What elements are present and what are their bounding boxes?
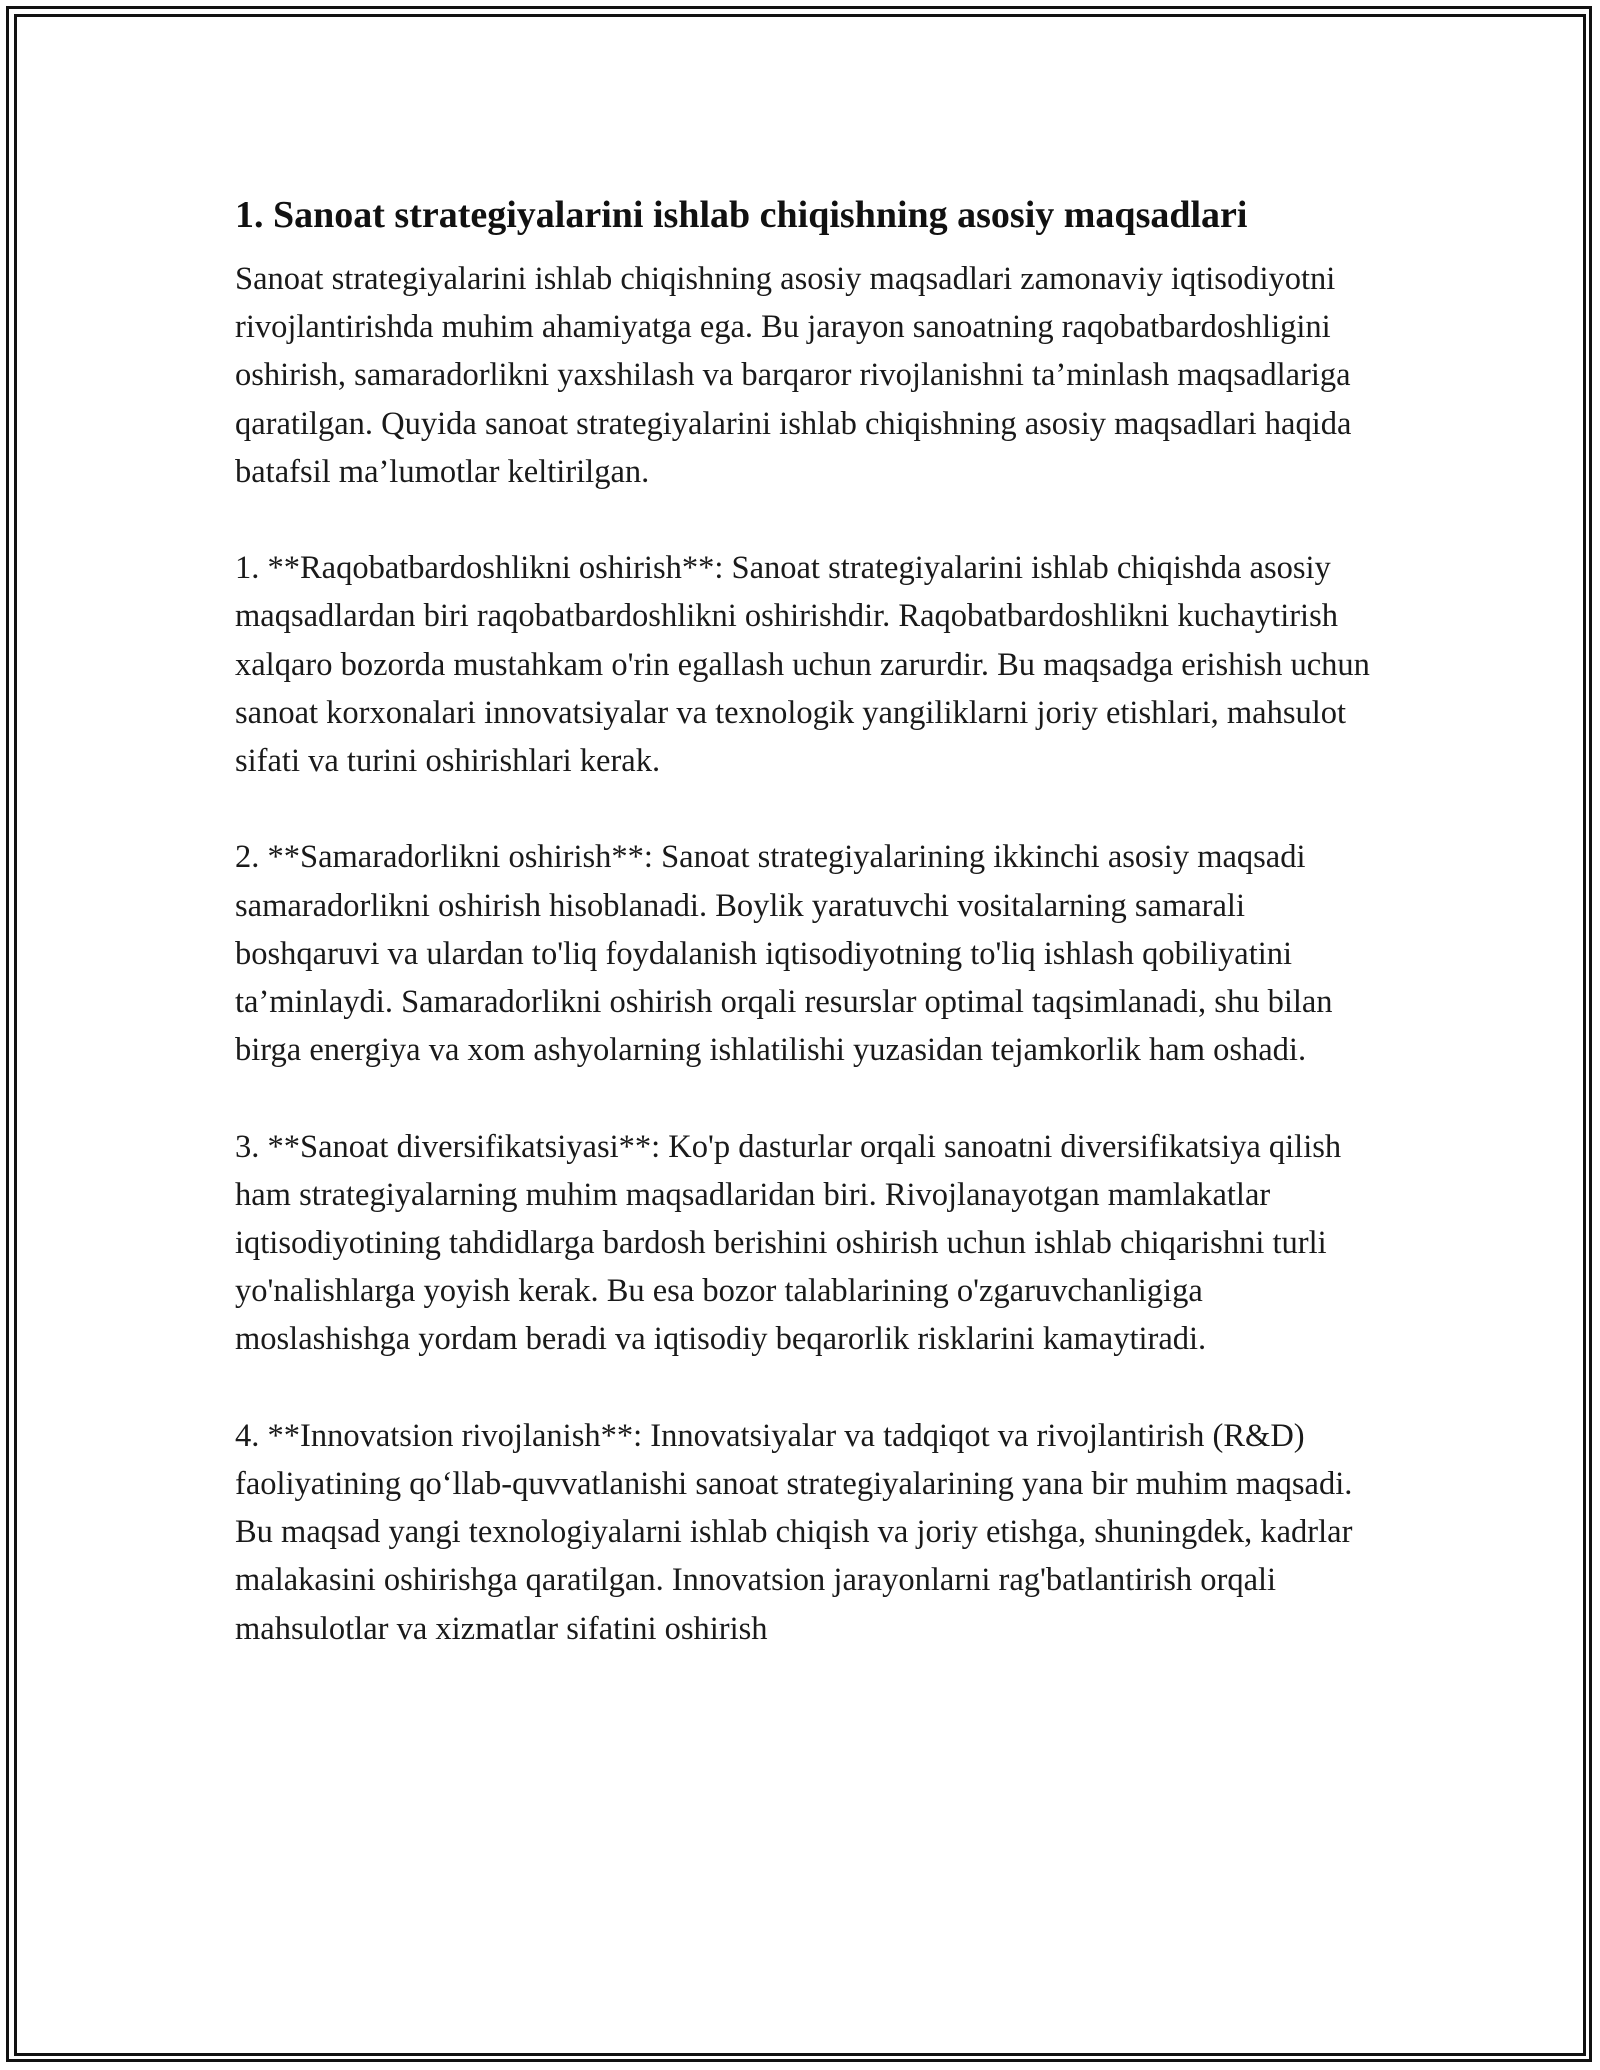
document-body: [235, 185, 1370, 1653]
goal-paragraph-diversification: 3. **Sanoat diversifikatsiyasi**: Ko'p dasturlar orqali sanoatni diversifikatsiya qilish ham strategiyalarning muhim maqsadlaridan biri. Rivojlanayotgan mamlakatlar iqtisodiyotining tahdidlarga bardosh berishini oshirish uchun ishlab chiqarishni turli yo'nalishlarga yoyish kerak. Bu esa bozor talablarining o'zgaruvchanligiga moslashishga yordam beradi va iqtisodiy beqarorlik risklarini kamaytiradi.: [235, 1128, 1342, 1358]
intro-paragraph: Sanoat strategiyalarini ishlab chiqishning asosiy maqsadlari zamonaviy iqtisodiyotni rivojlantirishda muhim ahamiyatga ega. Bu jarayon sanoatning raqobatbardoshligini oshirish, samaradorlikni yaxshilash va barqaror rivojlanishni ta’minlash maqsadlariga qaratilgan. Quyida sanoat strategiyalarini ishlab chiqishning asosiy maqsadlari haqida batafsil ma’lumotlar keltirilgan.: [235, 261, 1352, 490]
goal-paragraph-efficiency: 2. **Samaradorlikni oshirish**: Sanoat strategiyalarining ikkinchi asosiy maqsadi samaradorlikni oshirish hisoblanadi. Boylik yaratuvchi vositalarning samarali boshqaruvi va ulardan to'liq foydalanish iqtisodiyotning to'liq ishlash qobiliyatini ta’minlaydi. Samaradorlikni oshirish orqali resurslar optimal taqsimlanadi, shu bilan birga energiya va xom ashyolarning ishlatilishi yuzasidan tejamkorlik ham oshadi.: [235, 839, 1333, 1069]
section-heading: 1. Sanoat strategiyalarini ishlab chiqishning asosiy maqsadlari: [235, 194, 1248, 236]
goal-paragraph-competitiveness: 1. **Raqobatbardoshlikni oshirish**: Sanoat strategiyalarini ishlab chiqishda asosiy maqsadlardan biri raqobatbardoshlikni oshirishdir. Raqobatbardoshlikni kuchaytirish xalqaro bozorda mustahkam o'rin egallash uchun zarurdir. Bu maqsadga erishish uchun sanoat korxonalari innovatsiyalar va texnologik yangiliklarni joriy etishlari, mahsulot sifati va turini oshirishlari kerak.: [235, 550, 1370, 780]
goal-paragraph-innovation: 4. **Innovatsion rivojlanish**: Innovatsiyalar va tadqiqot va rivojlantirish (R&D) faoliyatining qo‘llab-quvvatlanishi sanoat strategiyalarining yana bir muhim maqsadi. Bu maqsad yangi texnologiyalarni ishlab chiqish va joriy etishga, shuningdek, kadrlar malakasini oshirishga qaratilgan. Innovatsion jarayonlarni rag'batlantirish orqali mahsulotlar va xizmatlar sifatini oshirish: [235, 1417, 1353, 1647]
